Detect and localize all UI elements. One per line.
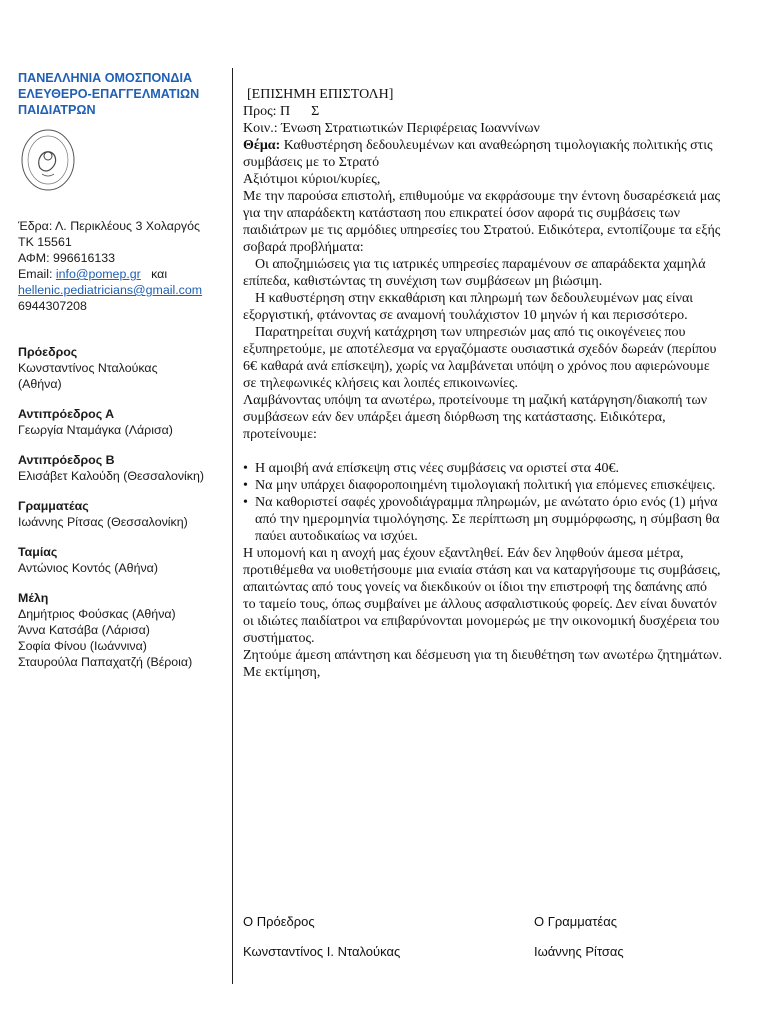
signature-president-title: Ο Πρόεδρος <box>243 914 315 929</box>
column-divider <box>232 68 233 984</box>
problem-item: Παρατηρείται συχνή κατάχρηση των υπηρεσιών μας από τις οικογένειες που εξυπηρετούμε, με αποτέλεσμα να εργαζόμαστε ουσιαστικά σχεδόν δωρεάν (περίπου 6€ καθαρά ανά επίσκεψη), χωρίς να λαμβάνεται υπόψη ο χρόνος που αφιερώνουμε σε τηλεφωνικές κλήσεις και λοιπές επικοινωνίες. <box>243 325 717 391</box>
role-person: Ελισάβετ Καλούδη (Θεσσαλονίκη) <box>18 469 204 483</box>
email-link-primary[interactable]: info@pomep.gr <box>55 267 141 281</box>
org-name-line: ΕΛΕΥΘΕΡΟ-ΕΠΑΓΓΕΛΜΑΤΙΩΝ <box>18 87 200 101</box>
proposal-bullet <box>243 460 723 477</box>
org-phone: 6944307208 <box>18 299 87 313</box>
problem-item: Η καθυστέρηση στην εκκαθάριση και πληρωμή των δεδουλευμένων μας είναι εξοργιστική, φτάνοντας σε αναμονή τουλάχιστον 10 μηνών ή και περισσότερο. <box>243 291 694 323</box>
proposal-intro: Λαμβάνοντας υπόψη τα ανωτέρω, προτείνουμε τη μαζική κατάργηση/διακοπή των συμβάσεων εάν δεν υπάρξει άμεση διόρθωση της κατάστασης. Ειδικότερα, προτείνουμε: <box>243 393 708 442</box>
org-header <box>18 70 223 118</box>
role-title: Ταμίας <box>18 545 58 559</box>
letter-heading: [ΕΠΙΣΗΜΗ ΕΠΙΣΤΟΛΗ] <box>247 87 394 102</box>
org-postcode: ΤΚ 15561 <box>18 235 72 249</box>
bullet-text: Η αμοιβή ανά επίσκεψη στις νέες συμβάσεις να οριστεί στα 40€. <box>255 461 619 476</box>
org-name-line: ΠΑΝΕΛΛΗΝΙΑ ΟΜΟΣΠΟΝΔΙΑ <box>18 71 193 85</box>
role-title: Γραμματέας <box>18 499 89 513</box>
role-person: (Αθήνα) <box>18 377 62 391</box>
letter-cc: Κοιν.: Ένωση Στρατιωτικών Περιφέρειας Ιωαννίνων <box>243 121 540 136</box>
letter-intro: Με την παρούσα επιστολή, επιθυμούμε να εκφράσουμε την έντονη δυσαρέσκειά μας για την απαράδεκτη κατάσταση που επικρατεί όσον αφορά τις συμβάσεις των παιδιάτρων με τις αρμόδιες υπηρεσίες του Στρατού. Ειδικότερα, εντοπίζουμε τα εξής σοβαρά προβλήματα: <box>243 189 721 255</box>
letter-greeting: Αξιότιμοι κύριοι/κυρίες, <box>243 172 381 187</box>
board-role <box>18 590 233 670</box>
letter-closing: Με εκτίμηση, <box>243 665 321 680</box>
proposal-bullet <box>243 477 723 494</box>
letter-body <box>243 86 723 681</box>
bullet-text: Να μην υπάρχει διαφοροποιημένη τιμολογιακή πολιτική για επόμενες επισκέψεις. <box>255 478 716 493</box>
org-name-line: ΠΑΙΔΙΑΤΡΩΝ <box>18 103 96 117</box>
subject-label: Θέμα: <box>243 138 281 153</box>
role-person: Ιωάννης Ρίτσας (Θεσσαλονίκη) <box>18 515 188 529</box>
letter-request: Ζητούμε άμεση απάντηση και δέσμευση για τη διευθέτηση των ανωτέρω ζητημάτων. <box>243 648 723 663</box>
org-email-line <box>18 266 228 282</box>
role-title: Αντιπρόεδρος Β <box>18 453 115 467</box>
org-vat: ΑΦΜ: 996616133 <box>18 251 116 265</box>
board-list <box>18 330 233 670</box>
role-title: Μέλη <box>18 591 49 605</box>
org-logo-seal <box>18 124 78 194</box>
letter-subject <box>243 137 723 171</box>
org-address: Έδρα: Λ. Περικλέους 3 Χολαργός <box>18 219 200 233</box>
role-person: Σταυρούλα Παπαχατζή (Βέροια) <box>18 655 193 669</box>
bullet-glyph: • <box>243 495 248 510</box>
org-contact <box>18 218 228 314</box>
role-person: Δημήτριος Φούσκας (Αθήνα) <box>18 607 176 621</box>
bullet-text: Να καθοριστεί σαφές χρονοδιάγραμμα πληρωμών, με ανώτατο όριο ενός (1) μήνα από την ημερομηνία τιμολόγησης. Σε περίπτωση μη συμμόρφωσης, η σύμβαση θα παύει αυτοδικαίως να ισχύει. <box>255 495 720 544</box>
email-and: και <box>151 267 168 281</box>
letter-patience: Η υπομονή και η ανοχή μας έχουν εξαντληθεί. Εάν δεν ληφθούν άμεσα μέτρα, προτιθέμεθα να υιοθετήσουμε μια ενιαία στάση και να καταργήσουμε τις συμβάσεις, απαιτώντας από τους γονείς να διεκδικούν οι ίδιοι την επιστροφή της δαπάνης από το ταμείο τους, όπως συμβαίνει με άλλους ασφαλιστικούς φορείς. Δεν είναι δυνατόν οι ιδιώτες παιδίατροι να επιβαρύνονται μονομερώς με την οικονομική δυσχέρεια του συστήματος. <box>243 546 721 646</box>
letter-recipient: Προς: Π Σ <box>243 104 320 119</box>
subject-text: Καθυστέρηση δεδουλευμένων και αναθεώρηση τιμολογιακής πολιτικής στις συμβάσεις με το Στρατό <box>243 138 713 170</box>
signature-secretary-title: Ο Γραμματέας <box>534 914 618 929</box>
board-role <box>18 406 233 438</box>
board-role <box>18 452 233 484</box>
role-title: Πρόεδρος <box>18 345 78 359</box>
email-label: Email: <box>18 267 53 281</box>
org-name <box>18 70 223 118</box>
role-person: Άννα Κατσάβα (Λάρισα) <box>18 623 150 637</box>
proposal-bullet <box>243 494 723 545</box>
problem-item: Οι αποζημιώσεις για τις ιατρικές υπηρεσίες παραμένουν σε απαράδεκτα χαμηλά επίπεδα, καθιστώντας τη συνέχιση των συμβάσεων μη βιώσιμη. <box>243 257 706 289</box>
role-person: Σοφία Φίνου (Ιωάννινα) <box>18 639 147 653</box>
board-role <box>18 498 233 530</box>
role-person: Αντώνιος Κοντός (Αθήνα) <box>18 561 158 575</box>
board-role <box>18 344 233 392</box>
board-role <box>18 544 233 576</box>
role-person: Κωνσταντίνος Νταλούκας <box>18 361 158 375</box>
bullet-glyph: • <box>243 478 248 493</box>
signature-president-name: Κωνσταντίνος Ι. Νταλούκας <box>243 944 401 959</box>
email-link-secondary[interactable]: hellenic.pediatricians@gmail.com <box>18 283 203 297</box>
role-person: Γεωργία Νταμάγκα (Λάρισα) <box>18 423 173 437</box>
role-title: Αντιπρόεδρος Α <box>18 407 115 421</box>
signature-secretary-name: Ιωάννης Ρίτσας <box>534 944 624 959</box>
bullet-glyph: • <box>243 461 248 476</box>
